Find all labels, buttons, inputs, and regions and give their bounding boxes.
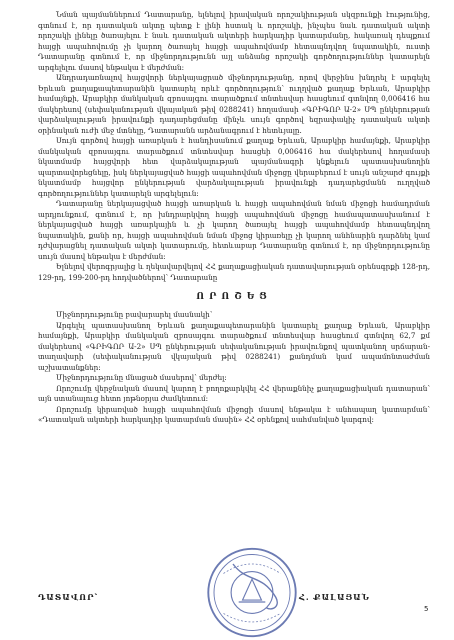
paragraph-4: Դատարանը ներկայացված հայցի առարկան և հայցի ապահովման նման միջոցի համադրման արդյունքում, գտնում է, որ խնդրարկվող հայցի ապահովման միջոցը համապատասխանում է ներկայացված հայցի առարկային և չի կարող ծառայել հայցի ապահովմամբ հետապնդվող նպատակին, քանի որ, հայցի ապահովման նման միջոց կիրառելը չի կարող անհնարին դարձնել կամ դժվարացնել դատական ակտի կատարումը, հետևաբար Դատարանը գտնում է, որ միջնորդությունը սույն մասով ենթակա է մերժման: bbox=[38, 199, 430, 261]
decision-paragraph-1: Միջնորդությունը բավարարել մասնակի՝ bbox=[56, 310, 213, 319]
judge-title: ԴԱՏԱՎՈՐ՝ bbox=[38, 592, 99, 602]
paragraph-1: Նման պայմաններում Դատարանը, ելնելով իրավական որոշակիության սկզբունքի էությունից, գտնում է, որ դատական ակտը պետք է լինի հստակ և որոշակի, ինչպես նաև դատական ակտի որոշակի լինելը ծառայելու է նաև դատական ակտերի հարկադիր կատարմանը, հակառակ դեպքում հայցի ապահովումը չի կարող ծառայել հայցի ապահովմամբ հետապնդվող նպատակին, ուստի Դատարանը գտնում է, որ միջնորդությունն այլ անձանց որոշակի գործողություններ կատարելն արգելելու մասով ենթակա է մերժման: bbox=[38, 10, 430, 72]
decision-heading: ՈՐՈՇԵՑ bbox=[196, 292, 272, 302]
decision-paragraph-4: Որոշումը վերջնական մասով կարող է բողոքարկվել ՀՀ վերաքննիչ քաղաքացիական դատարան՝ այն ստանալուց հետո յոթնօրյա ժամկետում: bbox=[38, 383, 430, 403]
decision-paragraph-3: Միջնորդությունը մնացած մասերով՝ մերժել: bbox=[56, 373, 227, 382]
signature-row bbox=[38, 592, 430, 606]
decision-paragraph-5: Որոշումը կիրառված հայցի ապահովման միջոցի մասով ենթակա է անհապաղ կատարման՝ «Դատական ակտերի հարկադիր կատարման մասին» ՀՀ օրենքով սահմանված կարգով: bbox=[38, 404, 430, 424]
page-number: 5 bbox=[424, 605, 429, 613]
paragraph-2: Անդրադառնալով հայցվորի ներկայացրած միջնորդությանը, որով վերջինս խնդրել է արգելել Երևան քաղաքապետարանին կատարել որևէ գործողություն՝ ուղղված քաղաք Երևան, Արաբկիր համայնքի, Արաբկիր մանկական զբոսայգու տարածքում տնտեսվար հասցեում գտնվող 0,006416 հա մակերեսով (սեփականության վկայական թիվ 0288241) հողամասի «ԳՐԻԳՈՐ Ա-2» ՍՊ ընկերության վարձակալության իրավունքի դադարեցմանը մինչև սույն գործով եզրափակիչ դատական ակտի օրինական ուժի մեջ մտնելը, Դատարանն արձանագրում է հետևյալը. bbox=[38, 73, 430, 135]
document-body bbox=[38, 10, 430, 426]
decision-paragraph-2: Արգելել պատասխանող Երևան քաղաքապետարանին կատարել քաղաք Երևան, Արաբկիր համայնքի, Արաբկիր մանկական զբոսայգու տարածքում տնտեսվար հասցեում գտնվող 62,7 քմ մակերեսով «ԳՐԻԳՈՐ Ա-2» ՍՊ ընկերության սեփականության իրավունքով պատկանող սրճարան-տաղավարի (սեփականության վկայական թիվ 0288241) քանդման կամ ապամոնտաժման աշխատանքներ: bbox=[38, 320, 430, 372]
paragraph-3: Սույն գործով հայցի առարկան է հանդիսանում քաղաք Երևան, Արաբկիր համայնքի, Արաբկիր մանկական զբոսայգու տարածքում տնտեսվար հասցեի 0,006416 հա մակերեսով հողամասի նկատմամբ հայցվորի հետ վարձակալության պայմանագրի կնքելուն պատասխանողին պարտավորեցնելը, իսկ ներկայացված հայցի ապահովման միջոցը վերաբերում է սույն անշարժ գույքի նկատմամբ հայցվոր ընկերության վարձակալության իրավունքի դադարեցմանն ուղղված գործողություններ կատարելն արգելելուն: bbox=[38, 136, 430, 198]
paragraph-5: Ելնելով վերոգրյալից և ղեկավարվելով ՀՀ քաղաքացիական դատավարության օրենսգրքի 128-րդ, 129-րդ, 199-200-րդ հոդվածներով՝ Դատարանը bbox=[38, 262, 430, 282]
judge-name: Հ. ՔԱԼԱՅԱՆ bbox=[299, 592, 370, 602]
